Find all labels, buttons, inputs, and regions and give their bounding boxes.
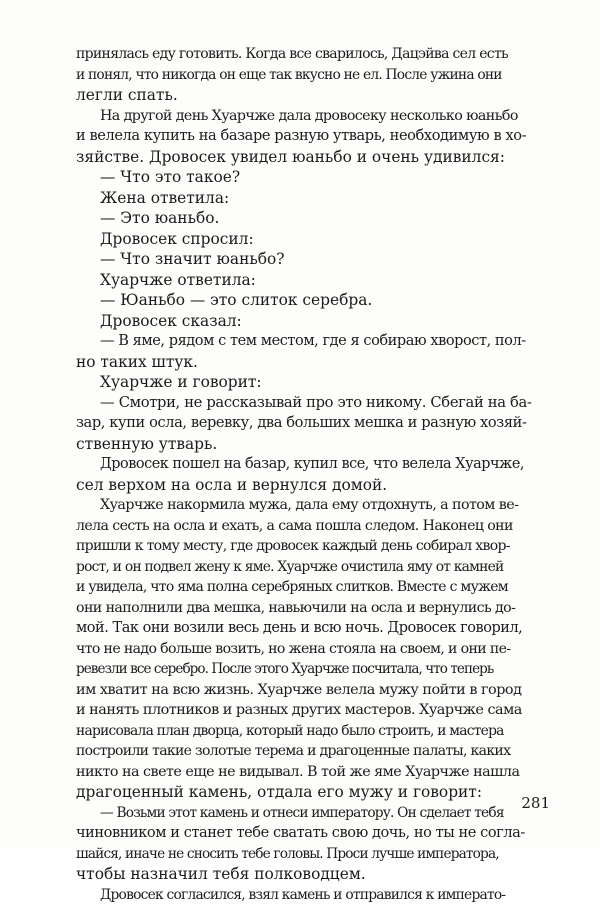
text-line: Хуарчже накормила мужа, дала ему отдохнуть, а потом ве- — [76, 495, 550, 516]
text-line: ственную утварь. — [76, 434, 550, 455]
text-line: — Смотри, не рассказывай про это никому. Сбегай на ба- — [76, 393, 550, 414]
text-line: Хуарчже и говорит: — [76, 372, 550, 393]
page-number: 281 — [505, 794, 550, 812]
text-line: шайся, иначе не сносить тебе головы. Проси лучше императора, — [76, 844, 550, 865]
text-line: нарисовала план дворца, который надо было строить, и мастера — [76, 721, 550, 742]
text-line: и нанять плотников и разных других мастеров. Хуарчже сама — [76, 700, 550, 721]
text-line: — Что это такое? — [76, 167, 550, 188]
body-text — [76, 44, 550, 905]
text-line: принялась еду готовить. Когда все сварилось, Дацэйва сел есть — [76, 44, 550, 65]
text-line: лела сесть на осла и ехать, а сама пошла следом. Наконец они — [76, 516, 550, 537]
text-line: — Возьми этот камень и отнеси императору. Он сделает тебя — [76, 803, 550, 824]
text-line: Дровосек спросил: — [76, 229, 550, 250]
text-line: и велела купить на базаре разную утварь, необходимую в хо- — [76, 126, 550, 147]
text-line: и понял, что никогда он еще так вкусно не ел. После ужина они — [76, 65, 550, 86]
text-line: построили такие золотые терема и драгоценные палаты, каких — [76, 741, 550, 762]
text-line: никто на свете еще не видывал. В той же яме Хуарчже нашла — [76, 762, 550, 783]
text-line: Жена ответила: — [76, 188, 550, 209]
text-line: мой. Так они возили весь день и всю ночь. Дровосек говорил, — [76, 618, 550, 639]
text-line: чтобы назначил тебя полководцем. — [76, 864, 550, 885]
text-line: они наполнили два мешка, навьючили на осла и вернулись до- — [76, 598, 550, 619]
text-line: ревезли все серебро. После этого Хуарчже посчитала, что теперь — [76, 659, 550, 680]
text-line: им хватит на всю жизнь. Хуарчже велела мужу пойти в город — [76, 680, 550, 701]
text-line: Дровосек сказал: — [76, 311, 550, 332]
text-line: но таких штук. — [76, 352, 550, 373]
text-line: На другой день Хуарчже дала дровосеку несколько юаньбо — [76, 106, 550, 127]
text-line: — Это юаньбо. — [76, 208, 550, 229]
text-line: рост, и он подвел жену к яме. Хуарчже очистила яму от камней — [76, 557, 550, 578]
text-line: и увидела, что яма полна серебряных слитков. Вместе с мужем — [76, 577, 550, 598]
text-line: легли спать. — [76, 85, 550, 106]
text-line: зяйстве. Дровосек увидел юаньбо и очень удивился: — [76, 147, 550, 168]
text-line: зар, купи осла, веревку, два больших мешка и разную хозяй- — [76, 413, 550, 434]
text-line: пришли к тому месту, где дровосек каждый день собирал хвор- — [76, 536, 550, 557]
text-line: сел верхом на осла и вернулся домой. — [76, 475, 550, 496]
text-line: Дровосек пошел на базар, купил все, что велела Хуарчже, — [76, 454, 550, 475]
text-line: чиновником и станет тебе сватать свою дочь, но ты не согла- — [76, 823, 550, 844]
text-line: — В яме, рядом с тем местом, где я собираю хворост, пол- — [76, 331, 550, 352]
text-line: драгоценный камень, отдала его мужу и говорит: — [76, 782, 550, 803]
text-line: — Юаньбо — это слиток серебра. — [76, 290, 550, 311]
text-line: Хуарчже ответила: — [76, 270, 550, 291]
text-line: — Что значит юаньбо? — [76, 249, 550, 270]
text-line: что не надо больше возить, но жена стояла на своем, и они пе- — [76, 639, 550, 660]
text-line: Дровосек согласился, взял камень и отправился к императо- — [76, 885, 550, 905]
